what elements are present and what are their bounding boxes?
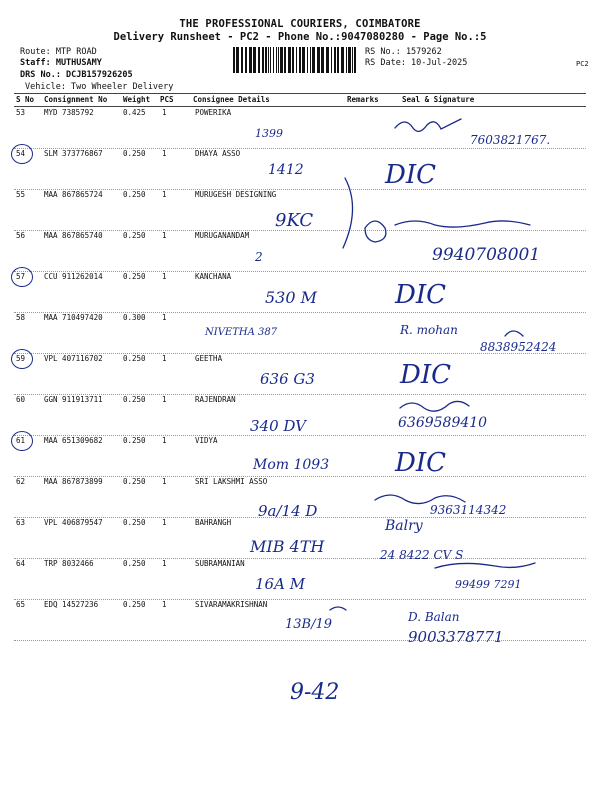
row-weight: 0.425: [123, 108, 146, 117]
row-consignee: SIVARAMAKRISHNAN: [195, 600, 268, 609]
col-consignee: Consignee Details: [193, 95, 270, 104]
row-consignee: SUBRAMANIAN: [195, 559, 245, 568]
row-sno: 55: [16, 190, 26, 199]
row-weight: 0.300: [123, 313, 146, 322]
hw-r64-addr: 16A M: [255, 575, 306, 593]
row-pcs: 1: [162, 108, 167, 117]
row-sno: 57: [16, 272, 26, 281]
signature-r64-strike: [435, 563, 535, 568]
row-pcs: 1: [162, 149, 167, 158]
hw-r61-addr: Mom 1093: [253, 457, 330, 473]
row-sno: 60: [16, 395, 26, 404]
hw-r64-phone: 99499 7291: [455, 578, 522, 591]
hw-r56-phone: 9940708001: [432, 245, 541, 265]
row-sno: 53: [16, 108, 26, 117]
hw-r58-addr: NIVETHA 387: [205, 327, 278, 338]
signature-r53: [395, 119, 461, 131]
hw-r60-addr: 340 DV: [250, 417, 306, 435]
row-sno: 54: [16, 149, 26, 158]
hw-r59-sig: DIC: [400, 360, 452, 390]
row-weight: 0.250: [123, 149, 146, 158]
col-remarks: Remarks: [347, 95, 379, 104]
hw-r58-sig: R. mohan: [400, 323, 458, 337]
row-consignment-no: EDQ 14527236: [44, 600, 99, 609]
signature-r58-tail: [505, 331, 523, 336]
runsheet-subtitle: Delivery Runsheet - PC2 - Phone No.:9047080280 - Page No.:5: [113, 31, 487, 43]
hw-r65-phone: 9003378771: [408, 628, 504, 646]
hw-r54-addr: 1412: [268, 162, 304, 178]
signature-r60: [400, 401, 469, 411]
row-weight: 0.250: [123, 272, 146, 281]
hw-r57-addr: 530 M: [265, 288, 318, 307]
row-consignment-no: MAA 867873899: [44, 477, 103, 486]
row-consignee: RAJENDRAN: [195, 395, 236, 404]
col-pcs: PCS: [160, 95, 174, 104]
hw-r56-addr: 2: [255, 250, 263, 264]
hw-r53-addr: 1399: [255, 127, 283, 140]
hw-r61-sig: DIC: [395, 448, 447, 478]
row-consignee: VIDYA: [195, 436, 218, 445]
hw-r54-sig: DIC: [385, 160, 437, 190]
row-consignee: KANCHANA: [195, 272, 232, 281]
row-sno: 63: [16, 518, 26, 527]
row-consignee: GEETHA: [195, 354, 223, 363]
row-consignment-no: MAA 867865724: [44, 190, 103, 199]
row-pcs: 1: [162, 272, 167, 281]
row-consignee: SRI LAKSHMI ASSO: [195, 477, 268, 486]
hw-r62-phone: 9363114342: [430, 503, 507, 517]
row-consignment-no: SLM 373776867: [44, 149, 103, 158]
row-sno: 62: [16, 477, 26, 486]
hw-r63-addr: MIB 4TH: [250, 537, 325, 556]
row-weight: 0.250: [123, 231, 146, 240]
row-pcs: 1: [162, 600, 167, 609]
rs-date: RS Date: 10-Jul-2025: [365, 58, 468, 68]
row-consignment-no: MAA 867865740: [44, 231, 103, 240]
row-consignee: BAHRANGH: [195, 518, 232, 527]
col-weight: Weight: [123, 95, 151, 104]
hw-r64-sig: 24 8422 CV S: [380, 548, 464, 562]
row-consignee: MURUGANANDAM: [195, 231, 250, 240]
row-pcs: 1: [162, 354, 167, 363]
mark-r65: [330, 607, 346, 610]
page-code: PC2: [576, 60, 589, 68]
row-pcs: 1: [162, 436, 167, 445]
hw-r62-addr: 9a/14 D: [258, 502, 318, 520]
hw-r65-sig: D. Balan: [408, 610, 460, 624]
row-sno: 61: [16, 436, 26, 445]
row-weight: 0.250: [123, 354, 146, 363]
row-weight: 0.250: [123, 190, 146, 199]
drs-label: DRS No.: DCJB157926205: [20, 70, 133, 80]
row-weight: 0.250: [123, 559, 146, 568]
circled-mark-r56: [365, 221, 386, 242]
row-consignment-no: MYD 7385792: [44, 108, 94, 117]
row-sno: 65: [16, 600, 26, 609]
hw-r57-sig: DIC: [395, 280, 447, 310]
row-pcs: 1: [162, 395, 167, 404]
row-consignment-no: GGN 911913711: [44, 395, 103, 404]
signature-r62: [375, 495, 465, 504]
row-consignment-no: VPL 407116702: [44, 354, 103, 363]
row-pcs: 1: [162, 477, 167, 486]
row-weight: 0.250: [123, 518, 146, 527]
col-seal: Seal & Signature: [402, 95, 475, 104]
row-weight: 0.250: [123, 395, 146, 404]
row-consignee: MURUGESH DESIGNING: [195, 190, 277, 199]
row-consignment-no: MAA 710497420: [44, 313, 103, 322]
row-consignment-no: VPL 406879547: [44, 518, 103, 527]
hw-r55-addr: 9KC: [275, 210, 314, 231]
row-consignment-no: MAA 651309682: [44, 436, 103, 445]
row-consignment-no: TRP 8032466: [44, 559, 94, 568]
hw-r58-phone: 8838952424: [480, 340, 557, 354]
row-consignee: DHAYA ASSO: [195, 149, 241, 158]
hw-r53-phone: 7603821767.: [470, 133, 551, 147]
rs-number: RS No.: 1579262: [365, 47, 442, 57]
row-sno: 59: [16, 354, 26, 363]
row-pcs: 1: [162, 313, 167, 322]
row-pcs: 1: [162, 559, 167, 568]
hw-r59-addr: 636 G3: [260, 370, 315, 388]
signature-r56: [395, 221, 530, 227]
row-pcs: 1: [162, 231, 167, 240]
row-consignment-no: CCU 911262014: [44, 272, 103, 281]
hw-r65-addr: 13B/19: [285, 617, 333, 632]
col-consignment: Consignment No: [44, 95, 108, 104]
hw-r63-sig: Balry: [385, 518, 423, 534]
route-label: Route: MTP ROAD: [20, 47, 97, 57]
col-sno: S No: [16, 95, 35, 104]
row-sno: 56: [16, 231, 26, 240]
row-pcs: 1: [162, 518, 167, 527]
vehicle-label: Vehicle: Two Wheeler Delivery: [25, 82, 174, 92]
row-weight: 0.250: [123, 477, 146, 486]
row-consignee: POWERIKA: [195, 108, 232, 117]
row-sno: 58: [16, 313, 26, 322]
hw-r60-phone: 6369589410: [398, 415, 488, 431]
row-weight: 0.250: [123, 436, 146, 445]
bracket-r55: [343, 178, 353, 248]
staff-label: Staff: MUTHUSAMY: [20, 58, 102, 68]
row-sno: 64: [16, 559, 26, 568]
hw-footer-note: 9-42: [290, 680, 340, 705]
row-weight: 0.250: [123, 600, 146, 609]
row-pcs: 1: [162, 190, 167, 199]
company-title: THE PROFESSIONAL COURIERS, COIMBATORE: [179, 18, 421, 30]
